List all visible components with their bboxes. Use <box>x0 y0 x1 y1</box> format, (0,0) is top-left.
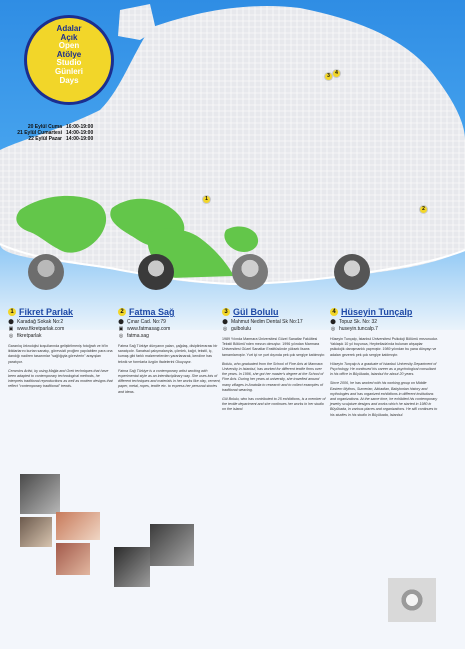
artist-address: Çınar Cad. No:79 <box>127 319 166 325</box>
artist-number: 3 <box>222 308 230 316</box>
badge-line-7: Days <box>59 75 79 85</box>
artwork-image <box>20 474 60 514</box>
instagram-icon: ◎ <box>330 326 336 332</box>
artist-bio-tr: Hüseyin Tunçalp, İstanbul Üniversitesi Psikoloji Bölümü mezunudur. Yaklaşık 10 yıl boyunca, Heybeliada'nda bulunan ahşaplar psikolojik danışmanlık yapmıştır. 1989 yılından bu yana dünyayı ve adaları gezerek pek çok sergiye katılmıştır. <box>330 337 438 357</box>
artist-portrait-4 <box>334 254 370 290</box>
artist-bio-en: Bolulu, who graduated from the School of Fine Arts at Marmara University in Istanbul, has worked for different textile firms over the years. In 1996, she got her master's degree at the School of Fine Arts. During her years at university, she travelled around many villages in Anatolia to research and to collect examples of traditional weaving. <box>222 361 324 392</box>
schedule-day: 21 Eylül Cumartesi <box>17 130 62 136</box>
web-icon: ▣ <box>8 326 14 332</box>
event-badge <box>27 18 111 102</box>
badge-line-3: Open <box>58 41 80 51</box>
artist-social[interactable]: fikretparlak <box>17 333 42 339</box>
artist-bio-en-2: Gül Bolulu, who has contributed to 25 exhibitions, is a member of the textile department and she continues her works in her studio on the island. <box>222 397 326 412</box>
artist-portrait-1 <box>28 254 64 290</box>
artwork-image <box>114 547 150 587</box>
artist-portrait-3 <box>232 254 268 290</box>
artist-bio-en: Fatma Sağ Türkiye is a contemporary artist working with experimental style as an interdisciplinary way. She uses lots of different techniques and materials in her works like clay, cement, paper, metal, ropes, textile etc. to express her personal stories and ideas. <box>118 368 221 394</box>
artwork-image <box>56 543 90 575</box>
badge-line-6: Günleri <box>54 66 83 76</box>
artist-social[interactable]: huseyin.tuncalp.7 <box>339 326 378 332</box>
artist-social[interactable]: fatma.sag <box>127 333 149 339</box>
artist-address: Karadağ Sokak No:2 <box>17 319 64 325</box>
artist-card-2 <box>118 307 222 399</box>
pin-icon: ⬤ <box>8 319 14 325</box>
artist-bio-tr: 1989 Yılında Marmara Üniversitesi Güzel Sanatlar Fakültesi Tekstil Bölümü'nden mezun olmuştur. 1996 yılından Marmara Üniversitesi Güzel Sanatlar Enstitüsünde yüksek lisans tamamlamıştır. Yurt içi ve yurt dışında pek çok sergiye katılmıştır. <box>222 337 326 357</box>
artist-number: 1 <box>8 308 16 316</box>
schedule-time: 14:00-19:00 <box>66 136 94 142</box>
schedule-time: 14:00-19:00 <box>66 130 94 136</box>
artist-name[interactable]: Gül Bolulu <box>233 307 279 317</box>
schedule-row <box>10 136 93 142</box>
artwork-image <box>388 578 436 622</box>
map-marker-3[interactable]: 3 <box>325 73 332 80</box>
artist-number: 4 <box>330 308 338 316</box>
web-icon: ▣ <box>118 326 124 332</box>
artist-bio-en: Ceramics Artist, by using Mağia and Grek techniques that have been adapted to contemporary technological methods, he interprets traditional reproductions as well as modern designs that reflect "contemporary traditional" trends. <box>8 368 113 389</box>
artist-card-3 <box>222 307 326 417</box>
schedule-day: 20 Eylül Cuma <box>27 124 62 130</box>
map-marker-1[interactable]: 1 <box>203 196 210 203</box>
artist-address: Mahmut Nedim Dental Sk No:17 <box>231 319 303 325</box>
artist-bio-tr: Fatma Sağ Türkiye dünyanın yaları, çağdaş, disiplinlerarası bir sanatçıdır. Sanatsal çalışmalarıyla, çömlek, kağıt, tekstil, iç, kumaş gibi farklı malzemelerden yararlanarak, kendine has teknik ve formlarla özgün ifadelerini Okuyuyor. <box>118 344 218 364</box>
artist-web[interactable]: www.fatmasag.com <box>127 326 171 332</box>
schedule-day: 22 Eylül Pazar <box>28 136 62 142</box>
artwork-image <box>150 524 194 566</box>
instagram-icon: ◎ <box>8 333 14 339</box>
map-marker-2[interactable]: 2 <box>420 206 427 213</box>
badge-line-1: Adalar <box>56 24 82 33</box>
instagram-icon: ◎ <box>118 333 124 339</box>
artist-name[interactable]: Fatma Sağ <box>129 307 175 317</box>
schedule <box>10 124 93 142</box>
artist-bio-en: Hüseyin Tunçalp is a graduate of Istanbul University Department of Psychology. He continued his career as a psychological consultant in his office in Büyükada, Istanbul for about 20 years. <box>330 361 437 377</box>
artist-name[interactable]: Fikret Parlak <box>19 307 74 317</box>
artist-bio-tr: Garanlıq ürknolojisi koşullarında geliştirilmeniş fotoğrafı ve bi'in iktidarlarını kurtan sanatçı, görevsizli proğlen yapılabilen para ona dandığı nadiren tasarımlar "sağlığıyla görevlerin" arayışları yaratıyor. <box>8 344 113 364</box>
schedule-time: 16:00-19:00 <box>66 124 94 130</box>
badge-line-4: Atölye <box>56 49 82 59</box>
artist-portrait-2 <box>138 254 174 290</box>
artist-bio-en-2: Since 2006, he has worked with his working group on Middle Eastern Mythos, Sumerian, Akkadian, Babylonian history and mythologies and has organized exhibitions in different institutions and organizations. At the same time, he exhibited his contemporary jewelry sculpture designs and works which he started in 1980 in Büyükada, in various places and organizations. He still continues to his studies in his studio in Büyükada, Istanbul. <box>330 381 438 417</box>
map-marker-4[interactable]: 4 <box>333 70 340 77</box>
artist-name[interactable]: Hüseyin Tunçalp <box>341 307 413 317</box>
pin-icon: ⬤ <box>118 319 124 325</box>
artist-number: 2 <box>118 308 126 316</box>
artwork-image <box>20 517 52 547</box>
badge-line-5: Studio <box>56 58 82 68</box>
pin-icon: ⬤ <box>222 319 228 325</box>
instagram-icon: ◎ <box>222 326 228 332</box>
artist-social[interactable]: gulbolulu <box>231 326 252 332</box>
artist-address: Topuz Sk. No: 32 <box>339 319 378 325</box>
badge-line-2: Açık <box>60 32 78 42</box>
artwork-image <box>56 512 100 540</box>
artist-card-4 <box>330 307 438 422</box>
artist-card-1 <box>8 307 114 394</box>
pin-icon: ⬤ <box>330 319 336 325</box>
artist-web[interactable]: www.fikretparlak.com <box>17 326 65 332</box>
